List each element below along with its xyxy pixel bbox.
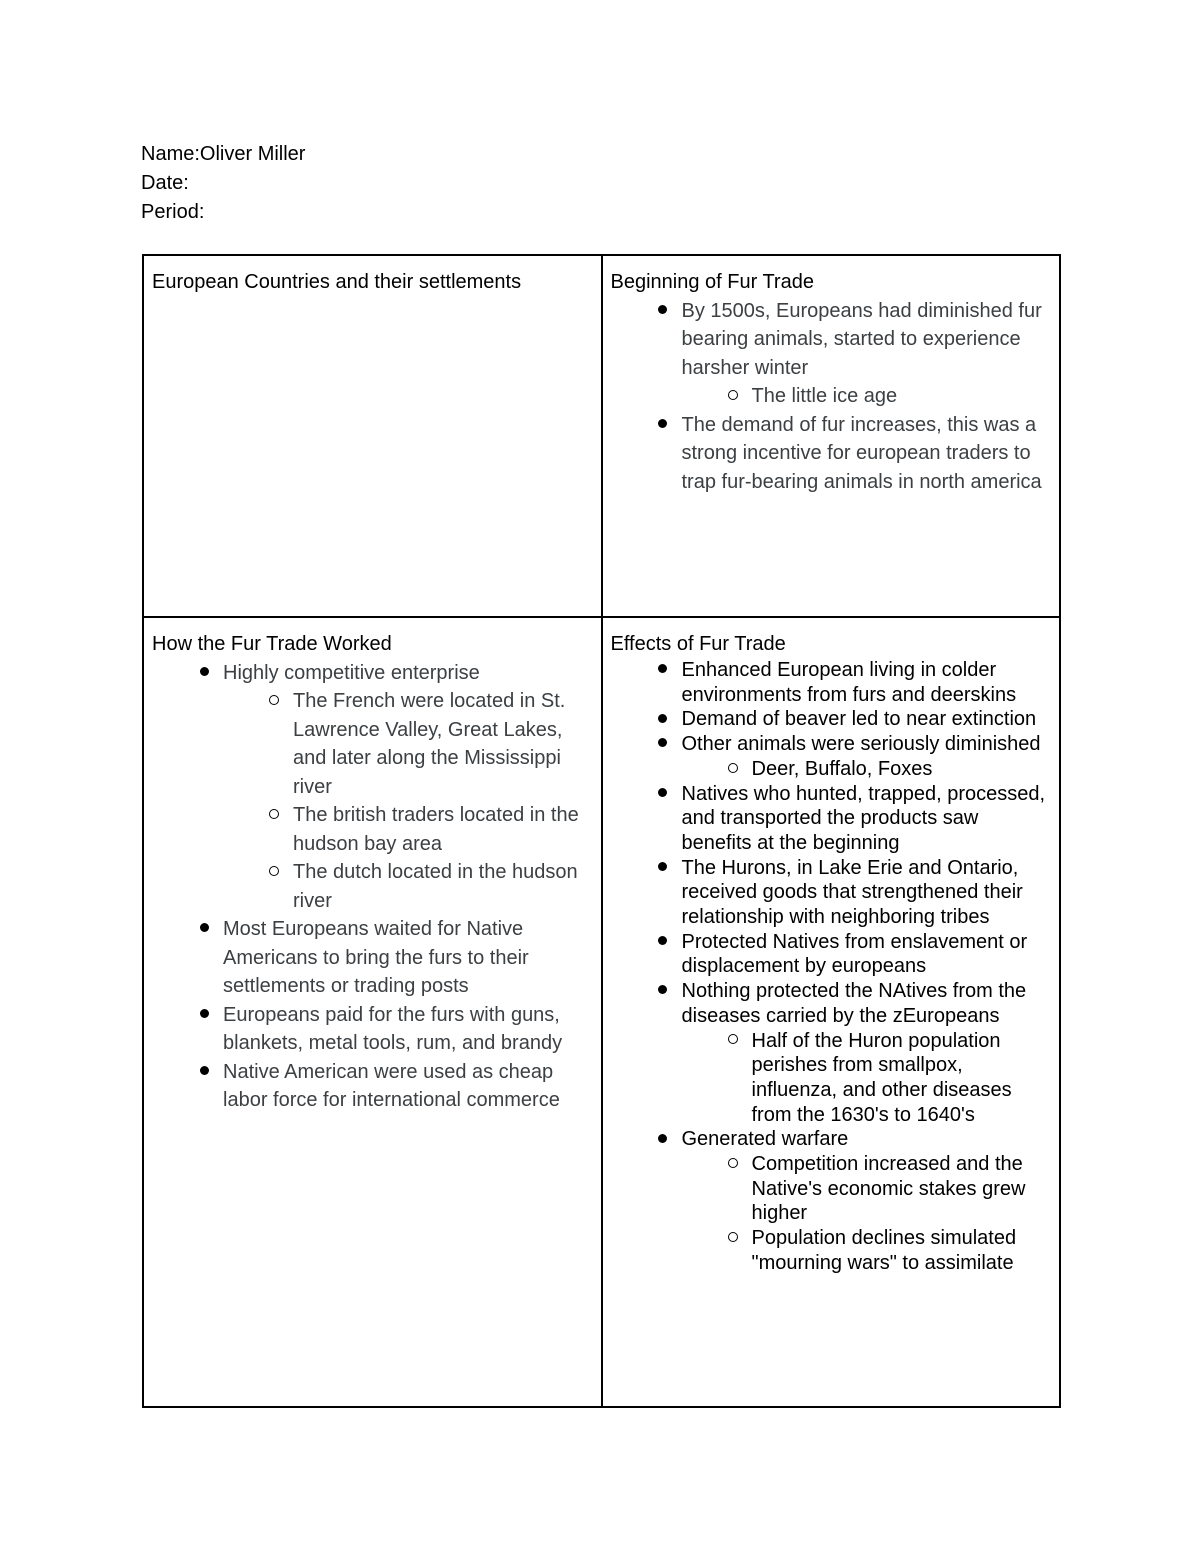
list-item: Enhanced European living in colder environments from furs and deerskins — [611, 658, 1052, 707]
list-item: Europeans paid for the furs with guns, blankets, metal tools, rum, and brandy — [152, 1001, 593, 1058]
list-item: Other animals were seriously diminished Deer, Buffalo, Foxes — [611, 732, 1052, 781]
cell-effects — [602, 617, 1061, 1407]
bullet-dot-icon — [194, 915, 214, 944]
bullet-dot-icon — [653, 411, 673, 440]
list-item: By 1500s, Europeans had diminished fur bearing animals, started to experience harsher winter The little ice age — [611, 297, 1052, 411]
bullet-circle-icon — [264, 687, 284, 716]
list-item: Natives who hunted, trapped, processed, and transported the products saw benefits at the beginning — [611, 782, 1052, 856]
bullet-circle-icon — [723, 1226, 743, 1251]
bullet-dot-icon — [653, 856, 673, 881]
cell-countries — [143, 255, 602, 617]
name-line: Name:Oliver Miller — [141, 143, 306, 165]
bullet-list — [611, 297, 1052, 497]
bullet-dot-icon — [194, 659, 214, 688]
list-item: The little ice age — [611, 382, 1052, 411]
bullet-dot-icon — [653, 782, 673, 807]
table-row — [143, 617, 1060, 1407]
bullet-dot-icon — [653, 297, 673, 326]
bullet-list — [611, 658, 1052, 1276]
period-line: Period: — [141, 201, 205, 223]
list-item: The demand of fur increases, this was a strong incentive for european traders to trap fur-bearing animals in north america — [611, 411, 1052, 497]
list-item: Deer, Buffalo, Foxes — [611, 757, 1052, 782]
list-item: The dutch located in the hudson river — [152, 858, 593, 915]
list-item: Competition increased and the Native's economic stakes grew higher — [611, 1152, 1052, 1226]
cell-beginning — [602, 255, 1061, 617]
list-item: The French were located in St. Lawrence Valley, Great Lakes, and later along the Mississippi river — [152, 687, 593, 801]
list-item: Protected Natives from enslavement or displacement by europeans — [611, 930, 1052, 979]
bullet-circle-icon — [723, 757, 743, 782]
cell-title: Effects of Fur Trade — [610, 633, 786, 655]
cell-how — [143, 617, 602, 1407]
list-item: Nothing protected the NAtives from the diseases carried by the zEuropeans Half of the Huron population perishes from smallpox, influenza, and other diseases from the 1630's to 1640's — [611, 979, 1052, 1127]
cell-title: Beginning of Fur Trade — [610, 271, 814, 293]
bullet-circle-icon — [723, 1152, 743, 1177]
notes-table — [142, 254, 1061, 1408]
date-line: Date: — [141, 172, 189, 194]
cell-title: How the Fur Trade Worked — [152, 633, 392, 655]
bullet-circle-icon — [723, 1029, 743, 1054]
list-item: Population declines simulated "mourning wars" to assimilate — [611, 1226, 1052, 1275]
bullet-circle-icon — [723, 382, 743, 411]
bullet-circle-icon — [264, 858, 284, 887]
list-item: Demand of beaver led to near extinction — [611, 707, 1052, 732]
list-item: Half of the Huron population perishes from smallpox, influenza, and other diseases from the 1630's to 1640's — [611, 1029, 1052, 1128]
bullet-circle-icon — [264, 801, 284, 830]
list-item: Native American were used as cheap labor force for international commerce — [152, 1058, 593, 1115]
bullet-dot-icon — [653, 1127, 673, 1152]
bullet-dot-icon — [194, 1058, 214, 1087]
list-item: Most Europeans waited for Native Americans to bring the furs to their settlements or trading posts — [152, 915, 593, 1001]
bullet-list — [152, 659, 593, 1115]
list-item: Highly competitive enterprise The French were located in St. Lawrence Valley, Great Lakes, and later along the Mississippi river The british traders located in the hudson bay area The dutch located in the hudson river — [152, 659, 593, 916]
bullet-dot-icon — [653, 658, 673, 683]
bullet-dot-icon — [653, 979, 673, 1004]
document-header — [141, 140, 305, 227]
bullet-dot-icon — [194, 1001, 214, 1030]
list-item: Generated warfare Competition increased and the Native's economic stakes grew higher Population declines simulated "mourning wars" to assimilate — [611, 1127, 1052, 1275]
list-item: The Hurons, in Lake Erie and Ontario, received goods that strengthened their relationship with neighboring tribes — [611, 856, 1052, 930]
bullet-dot-icon — [653, 732, 673, 757]
cell-title: European Countries and their settlements — [152, 271, 522, 293]
bullet-dot-icon — [653, 707, 673, 732]
table-row — [143, 255, 1060, 617]
list-item: The british traders located in the hudson bay area — [152, 801, 593, 858]
bullet-dot-icon — [653, 930, 673, 955]
